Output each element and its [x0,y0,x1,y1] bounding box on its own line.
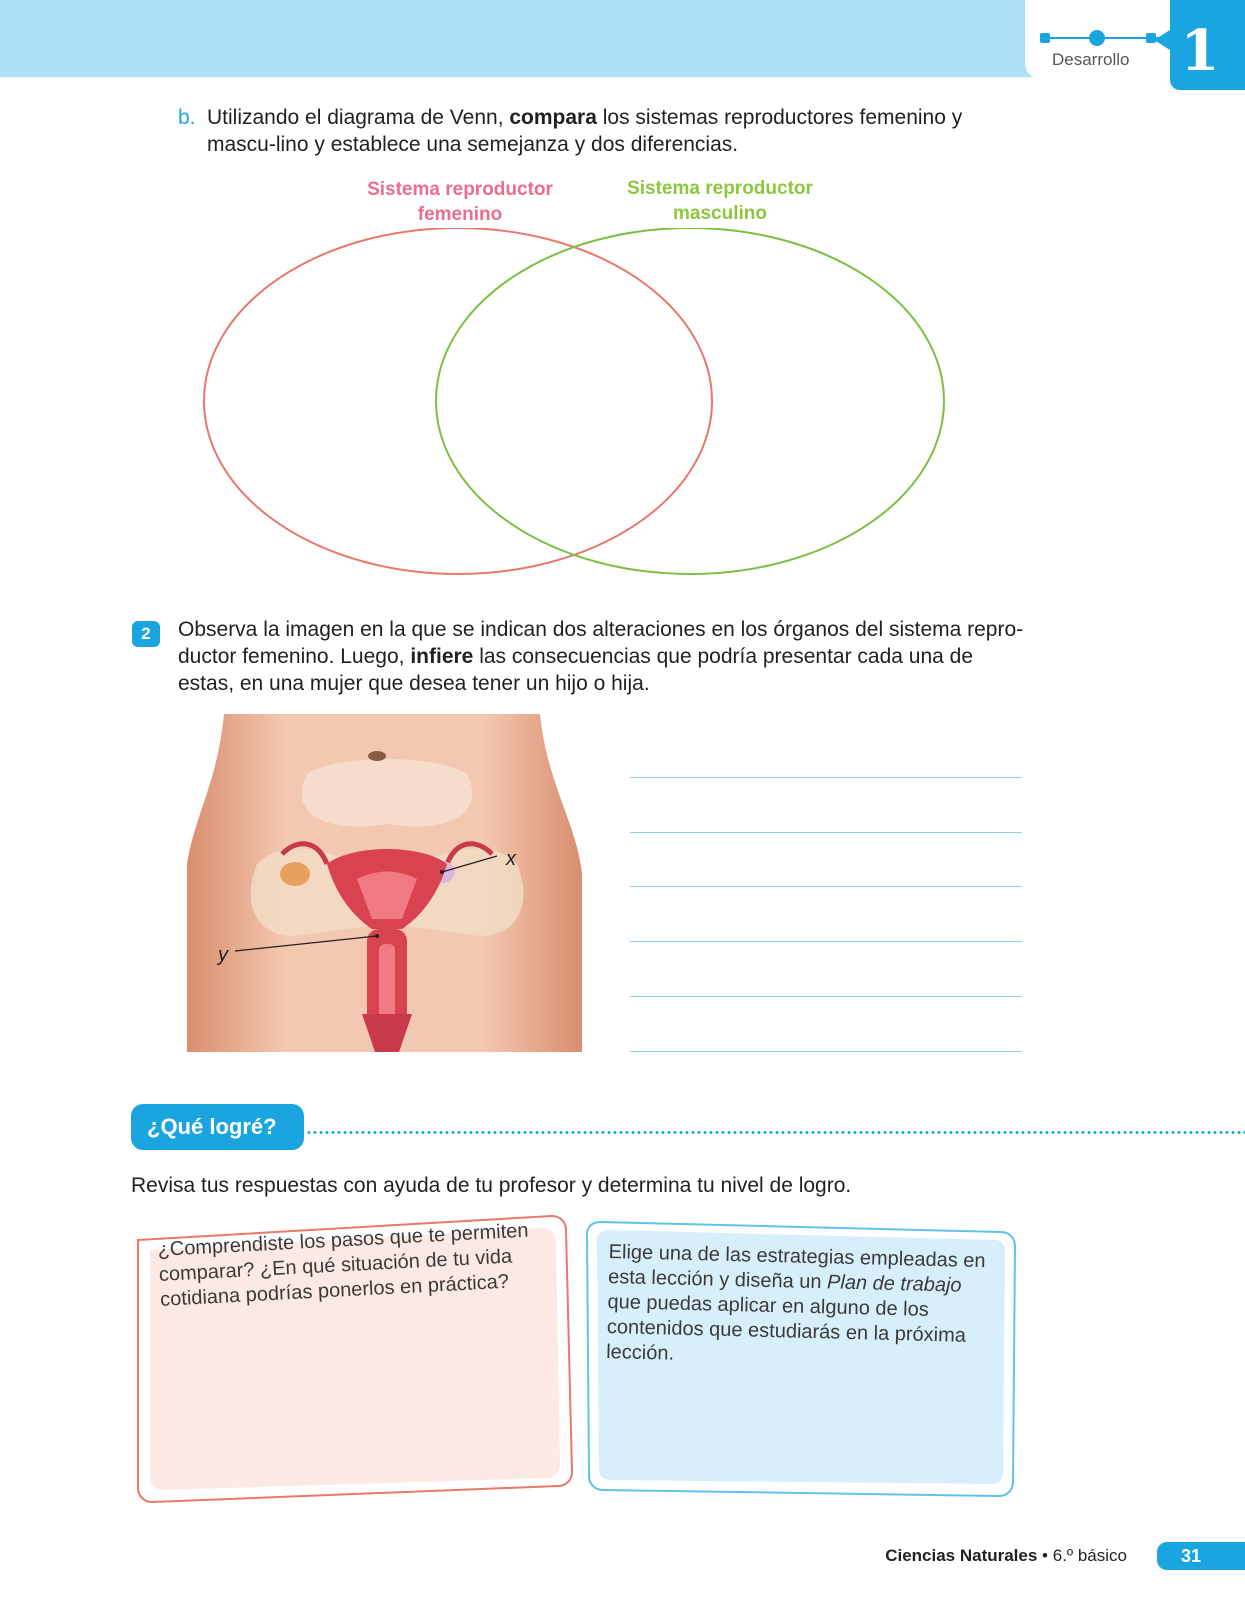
venn-title-male-line1: Sistema reproductor [627,178,813,199]
footer-grade: 6.º básico [1052,1546,1127,1565]
question-b-text-pre: Utilizando el diagrama de Venn, [207,106,510,129]
reflection-card-blue-italic: Plan de trabajo [826,1271,962,1297]
answer-line[interactable] [630,996,1022,997]
answer-line[interactable] [630,832,1022,833]
page-number: 31 [1157,1542,1245,1570]
venn-title-female-line2: femenino [417,204,503,225]
anatomy-illustration [187,714,592,1052]
reflection-card-pink-text: ¿Comprendiste los pasos que te permiten comparar? ¿En qué situación de tu vida cotidiana podrías ponerlos en práctica? [157,1219,530,1311]
venn-title-male-line2: masculino [673,203,767,224]
question-number-badge: 2 [132,621,160,647]
answer-line[interactable] [630,941,1022,942]
answer-line[interactable] [630,886,1022,887]
venn-title-female-line1: Sistema reproductor [367,179,553,200]
reflection-card-blue-post: que puedas aplicar en alguno de los contenidos que estudiarás en la próxima lección. [605,1290,967,1365]
label-x: x [506,848,516,870]
venn-title-male [600,176,840,226]
self-assessment-instruction: Revisa tus respuestas con ayuda de tu profesor y determina tu nivel de logro. [131,1174,852,1197]
progress-indicator [1040,31,1160,45]
question-b [178,104,1028,158]
question-2-text-pre: Observa la imagen en la que se indican dos alteraciones en los órganos del sistema repro-ductor femenino. Luego, [178,618,1024,668]
question-2-text [178,616,1028,697]
question-2-text-post: las consecuencias que podría presentar cada una de estas, en una mujer que desea tener un hijo o hija. [178,645,974,695]
venn-circle-female[interactable] [204,228,712,574]
answer-line[interactable] [630,1051,1022,1052]
label-y: y [218,944,228,966]
venn-title-female [340,177,580,227]
reflection-card-blue-pre: Elige una de las estrategias empleadas en esta lección y diseña un [607,1240,986,1294]
reflection-card-blue-text [606,1240,999,1374]
question-b-text [178,104,1028,158]
self-assessment-title: ¿Qué logré? [131,1104,304,1150]
footer-subject: Ciencias Naturales [885,1546,1038,1565]
dotted-divider [306,1131,1245,1134]
venn-circle-male[interactable] [436,228,944,574]
footer-text [885,1546,1127,1566]
question-b-text-post: los sistemas reproductores femenino y mascu-lino y establece una semejanza y dos diferencias. [207,106,963,156]
progress-dot [1040,33,1050,43]
question-letter: b. [178,106,196,129]
progress-dot-current [1089,30,1105,46]
footer-separator: • [1037,1546,1053,1565]
venn-diagram[interactable] [200,228,950,588]
question-b-keyword: compara [509,106,597,129]
answer-line[interactable] [630,777,1022,778]
unit-number: 1 [1180,18,1220,84]
question-2-keyword: infiere [410,645,474,668]
section-label: Desarrollo [1052,50,1130,69]
